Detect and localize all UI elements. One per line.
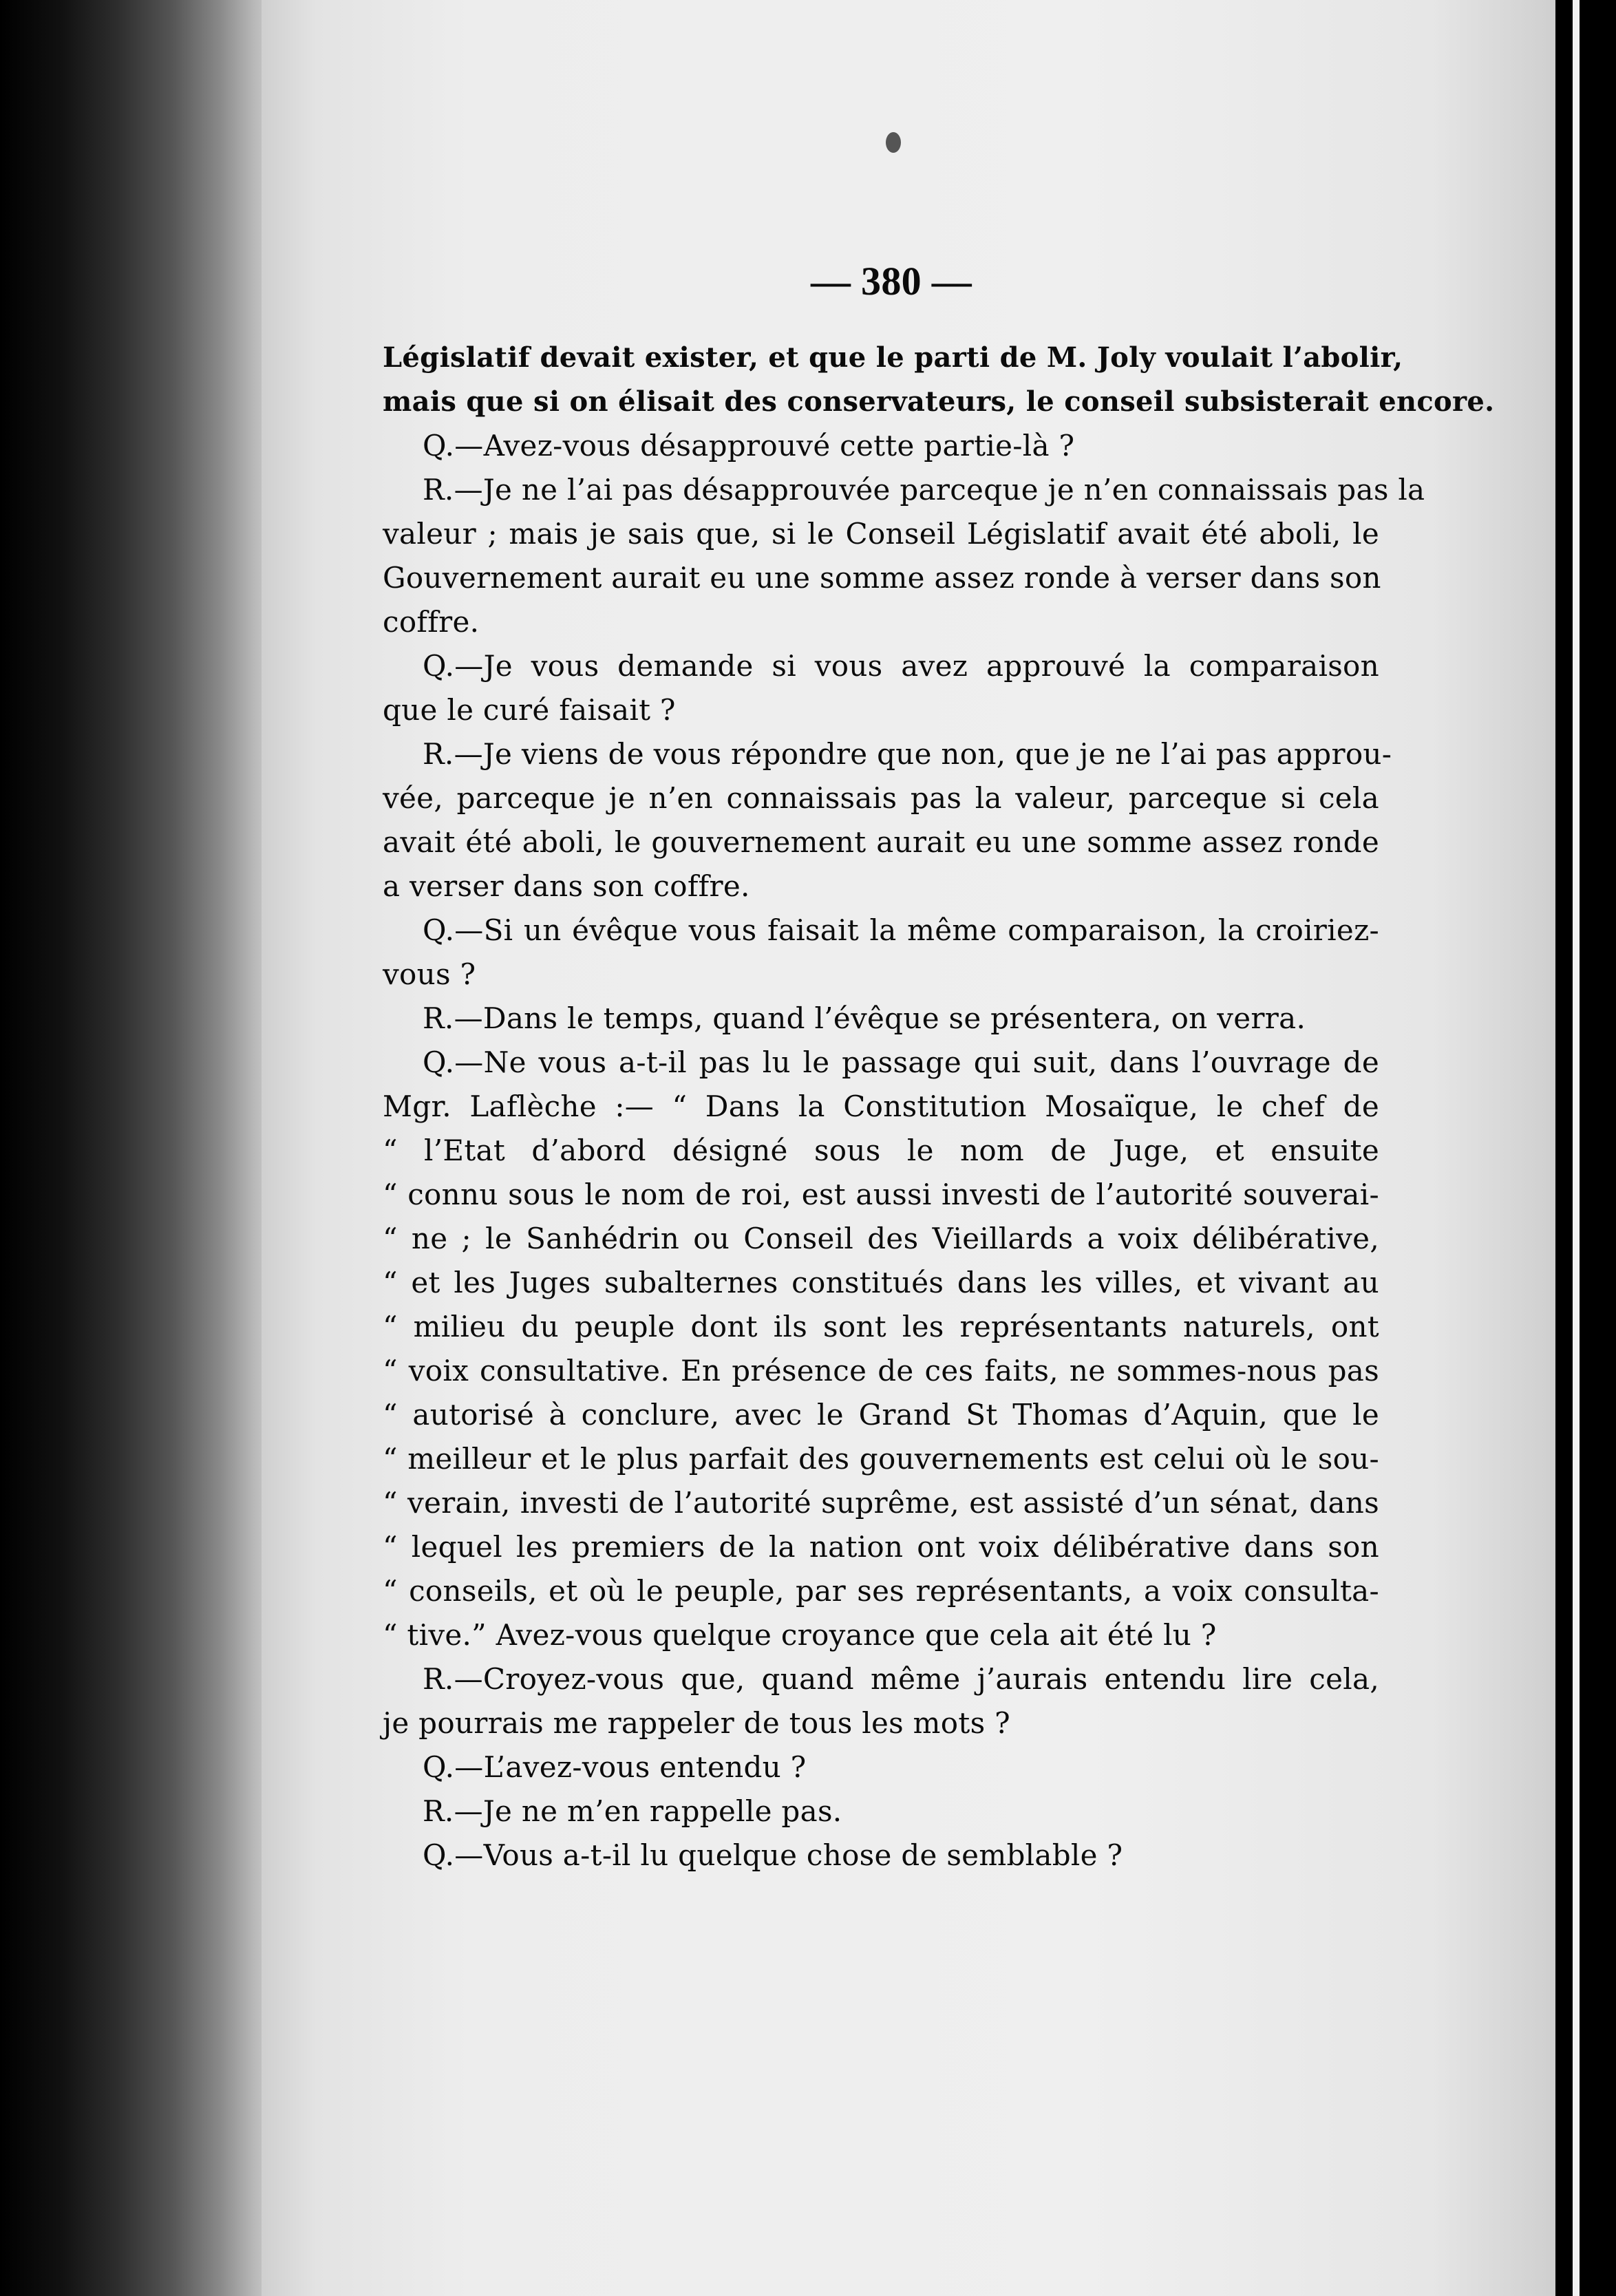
quoted-line: “ voix consultative. En présence de ces faits, ne sommes-nous pas [383,1354,1379,1388]
text-line: Q.—Avez-vous désapprouvé cette partie-là ? [423,429,1075,463]
quoted-line: “ et les Juges subalternes constitués dans les villes, et vivant au [383,1266,1379,1299]
right-page-edge [1573,0,1580,2296]
quoted-line: “ lequel les premiers de la nation ont voix délibérative dans son [383,1530,1379,1564]
question-paragraph [383,1833,1379,1878]
page-text [383,257,1495,1878]
paragraph-continuation [383,336,1495,424]
quoted-line: “ tive.” Avez-vous quelque croyance que cela ait été lu ? [383,1618,1217,1652]
text-line: mais que si on élisait des conservateurs, le conseil subsisterait encore. [383,385,1495,418]
answer-paragraph [383,732,1392,908]
quoted-line: “ milieu du peuple dont ils sont les représentants naturels, ont [383,1310,1379,1343]
text-line: Q.—Je vous demande si vous avez approuvé la comparaison [423,649,1379,683]
quoted-line: “ ne ; le Sanhédrin ou Conseil des Vieillards a voix délibérative, [383,1222,1379,1255]
quoted-line: “ meilleur et le plus parfait des gouvernements est celui où le sou- [383,1442,1379,1476]
quoted-line: “ autorisé à conclure, avec le Grand St Thomas d’Aquin, que le [383,1398,1379,1432]
binding-shadow [0,0,275,2296]
question-paragraph-quotation [383,1041,1379,1657]
question-paragraph [383,908,1379,997]
quoted-line: “ l’Etat d’abord désigné sous le nom de Juge, et ensuite [383,1134,1379,1167]
text-line: Législatif devait exister, et que le parti de M. Joly voulait l’abolir, [383,341,1403,374]
text-line: R.—Dans le temps, quand l’évêque se présentera, on verra. [423,1001,1306,1035]
text-line: Q.—L’avez-vous entendu ? [423,1750,807,1784]
text-line: vous ? [383,957,476,991]
text-line: vée, parceque je n’en connaissais pas la valeur, parceque si cela [383,781,1379,815]
right-scan-border [1557,0,1616,2296]
question-paragraph [383,644,1379,732]
text-line: R.—Je ne m’en rappelle pas. [423,1794,842,1828]
question-paragraph [383,424,1379,468]
text-line: Mgr. Laflèche :— “ Dans la Constitution Mosaïque, le chef de [383,1089,1379,1123]
text-line: R.—Croyez-vous que, quand même j’aurais entendu lire cela, [423,1662,1379,1696]
text-line: R.—Je ne l’ai pas désapprouvée parceque je n’en connaissais pas la [423,473,1425,507]
page-number: — 380 — [810,259,972,304]
answer-paragraph [383,1657,1379,1745]
text-line: coffre. [383,605,480,639]
text-line: valeur ; mais je sais que, si le Conseil Législatif avait été aboli, le [383,517,1379,551]
question-paragraph [383,1745,1379,1789]
text-line: a verser dans son coffre. [383,869,750,903]
text-line: R.—Je viens de vous répondre que non, que je ne l’ai pas approu- [423,737,1392,771]
text-line: que le curé faisait ? [383,693,676,727]
answer-paragraph [383,468,1425,644]
ink-speck [886,132,901,153]
text-line: avait été aboli, le gouvernement aurait eu une somme assez ronde [383,825,1379,859]
text-line: Gouvernement aurait eu une somme assez ronde à verser dans son [383,561,1381,595]
text-line: Q.—Vous a-t-il lu quelque chose de semblable ? [423,1838,1123,1872]
text-line: Q.—Si un évêque vous faisait la même comparaison, la croiriez- [423,913,1379,947]
answer-paragraph [383,1789,1379,1833]
text-line: je pourrais me rappeler de tous les mots ? [383,1706,1010,1740]
text-line: Q.—Ne vous a-t-il pas lu le passage qui suit, dans l’ouvrage de [423,1045,1379,1079]
answer-paragraph [383,997,1379,1041]
quoted-line: “ connu sous le nom de roi, est aussi investi de l’autorité souverai- [383,1178,1379,1211]
quoted-line: “ verain, investi de l’autorité suprême, est assisté d’un sénat, dans [383,1486,1379,1520]
quoted-line: “ conseils, et où le peuple, par ses représentants, a voix consulta- [383,1574,1379,1608]
